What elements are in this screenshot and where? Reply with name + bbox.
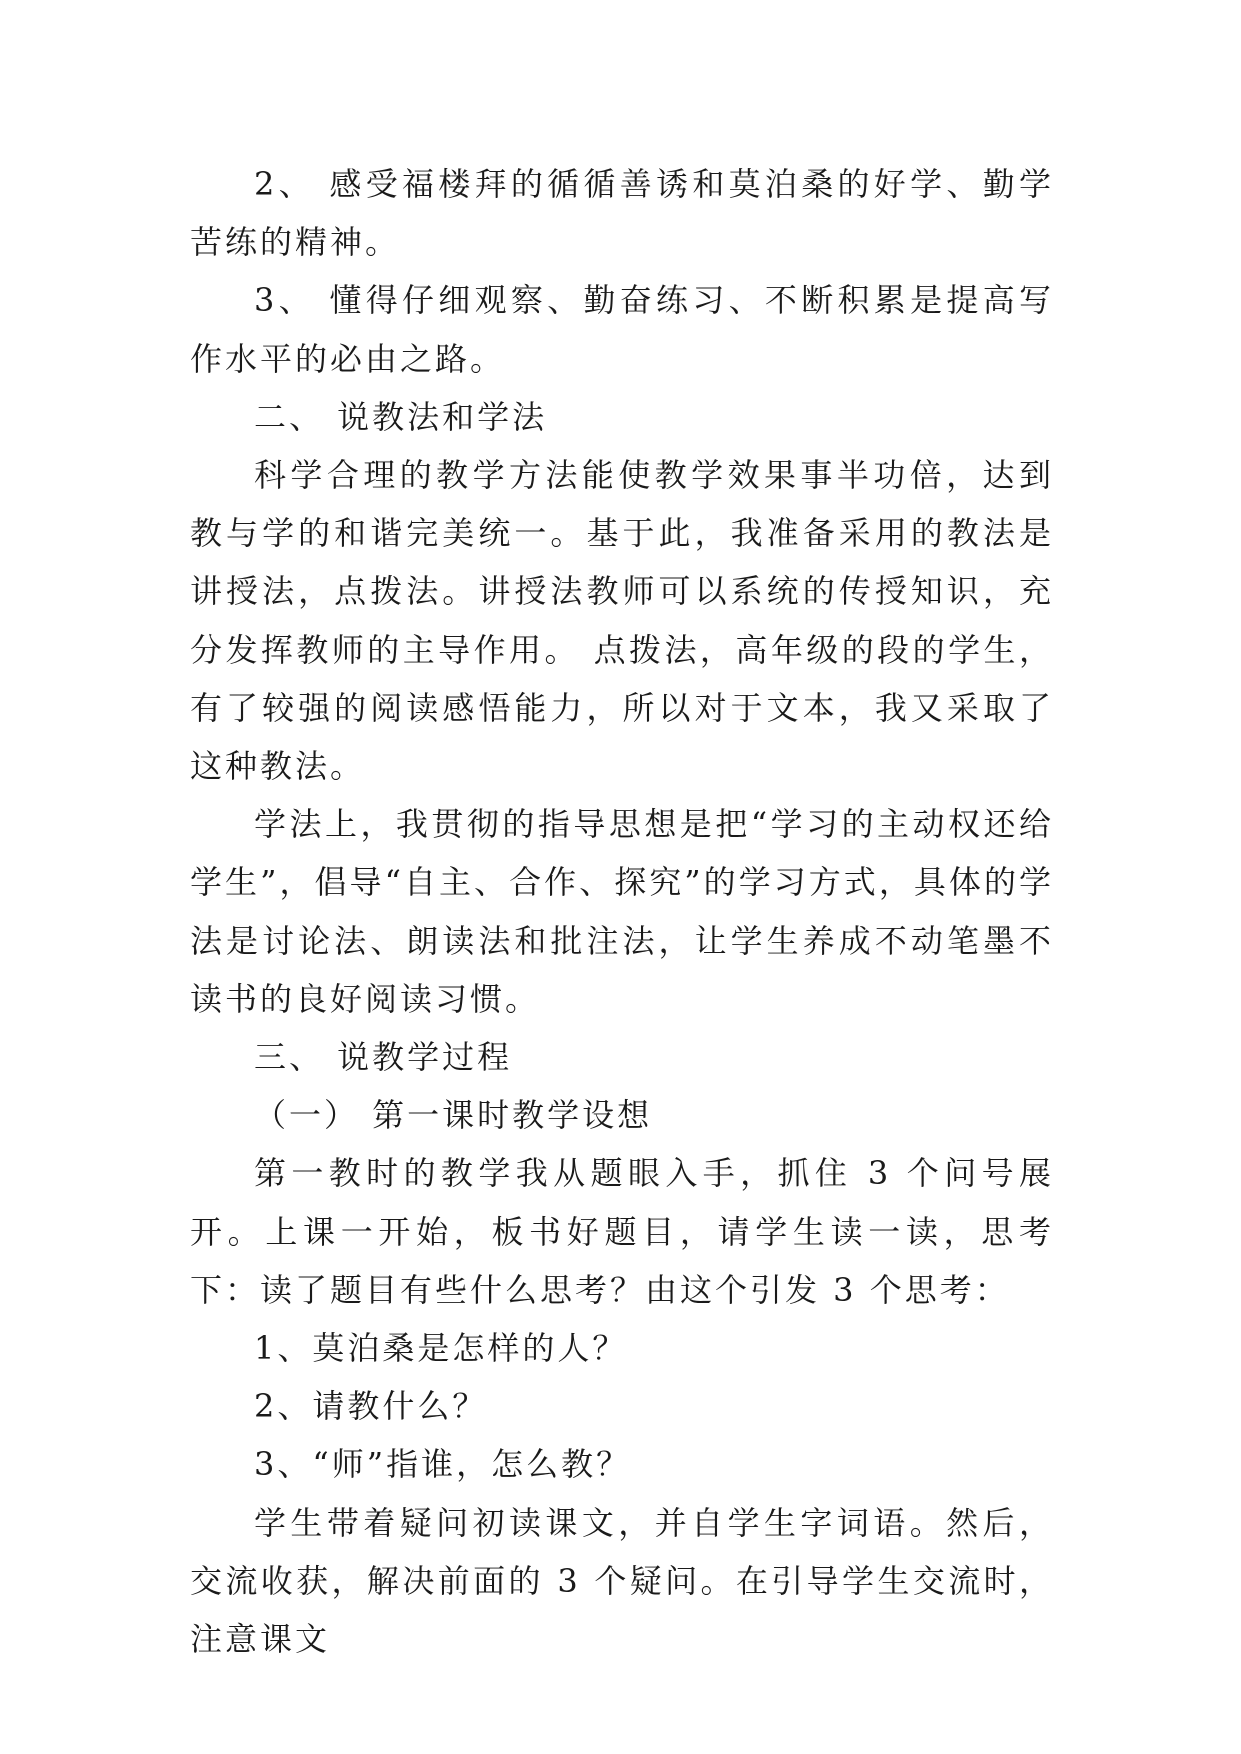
paragraph-first-lesson: 第一教时的教学我从题眼入手，抓住 3 个问号展开。上课一开始，板书好题目，请学生读一读，思考下：读了题目有些什么思考？由这个引发 3 个思考： <box>190 1154 1054 1309</box>
subsection-heading-first-lesson: （一） 第一课时教学设想 <box>254 1096 653 1135</box>
body-text <box>190 155 1054 1668</box>
list-item-goal-3: 3、 懂得仔细观察、勤奋练习、不断积累是提高写作水平的必由之路。 <box>190 281 1054 378</box>
paragraph-learning-methods: 学法上，我贯彻的指导思想是把“学习的主动权还给学生”，倡导“自主、合作、探究”的学习方式，具体的学法是讨论法、朗读法和批注法，让学生养成不动笔墨不读书的良好阅读习惯。 <box>190 805 1054 1018</box>
list-item-question-3: 3、“师”指谁，怎么教？ <box>254 1445 632 1484</box>
paragraph-first-reading: 学生带着疑问初读课文，并自学生字词语。然后，交流收获，解决前面的 3 个疑问。在引导学生交流时，注意课文 <box>190 1503 1054 1659</box>
section-heading-process: 三、 说教学过程 <box>254 1038 513 1077</box>
list-item-question-2: 2、请教什么？ <box>254 1387 488 1426</box>
list-item-goal-2: 2、 感受福楼拜的循循善诱和莫泊桑的好学、勤学苦练的精神。 <box>190 165 1054 262</box>
paragraph-teaching-methods: 科学合理的教学方法能使教学效果事半功倍，达到教与学的和谐完美统一。基于此，我准备采用的教法是讲授法，点拨法。讲授法教师可以系统的传授知识，充分发挥教师的主导作用。 点拨法，高年级的段的学生，有了较强的阅读感悟能力，所以对于文本，我又采取了这种教法。 <box>190 456 1054 786</box>
section-heading-methods: 二、 说教法和学法 <box>254 397 548 436</box>
list-item-question-1: 1、莫泊桑是怎样的人？ <box>254 1329 628 1368</box>
